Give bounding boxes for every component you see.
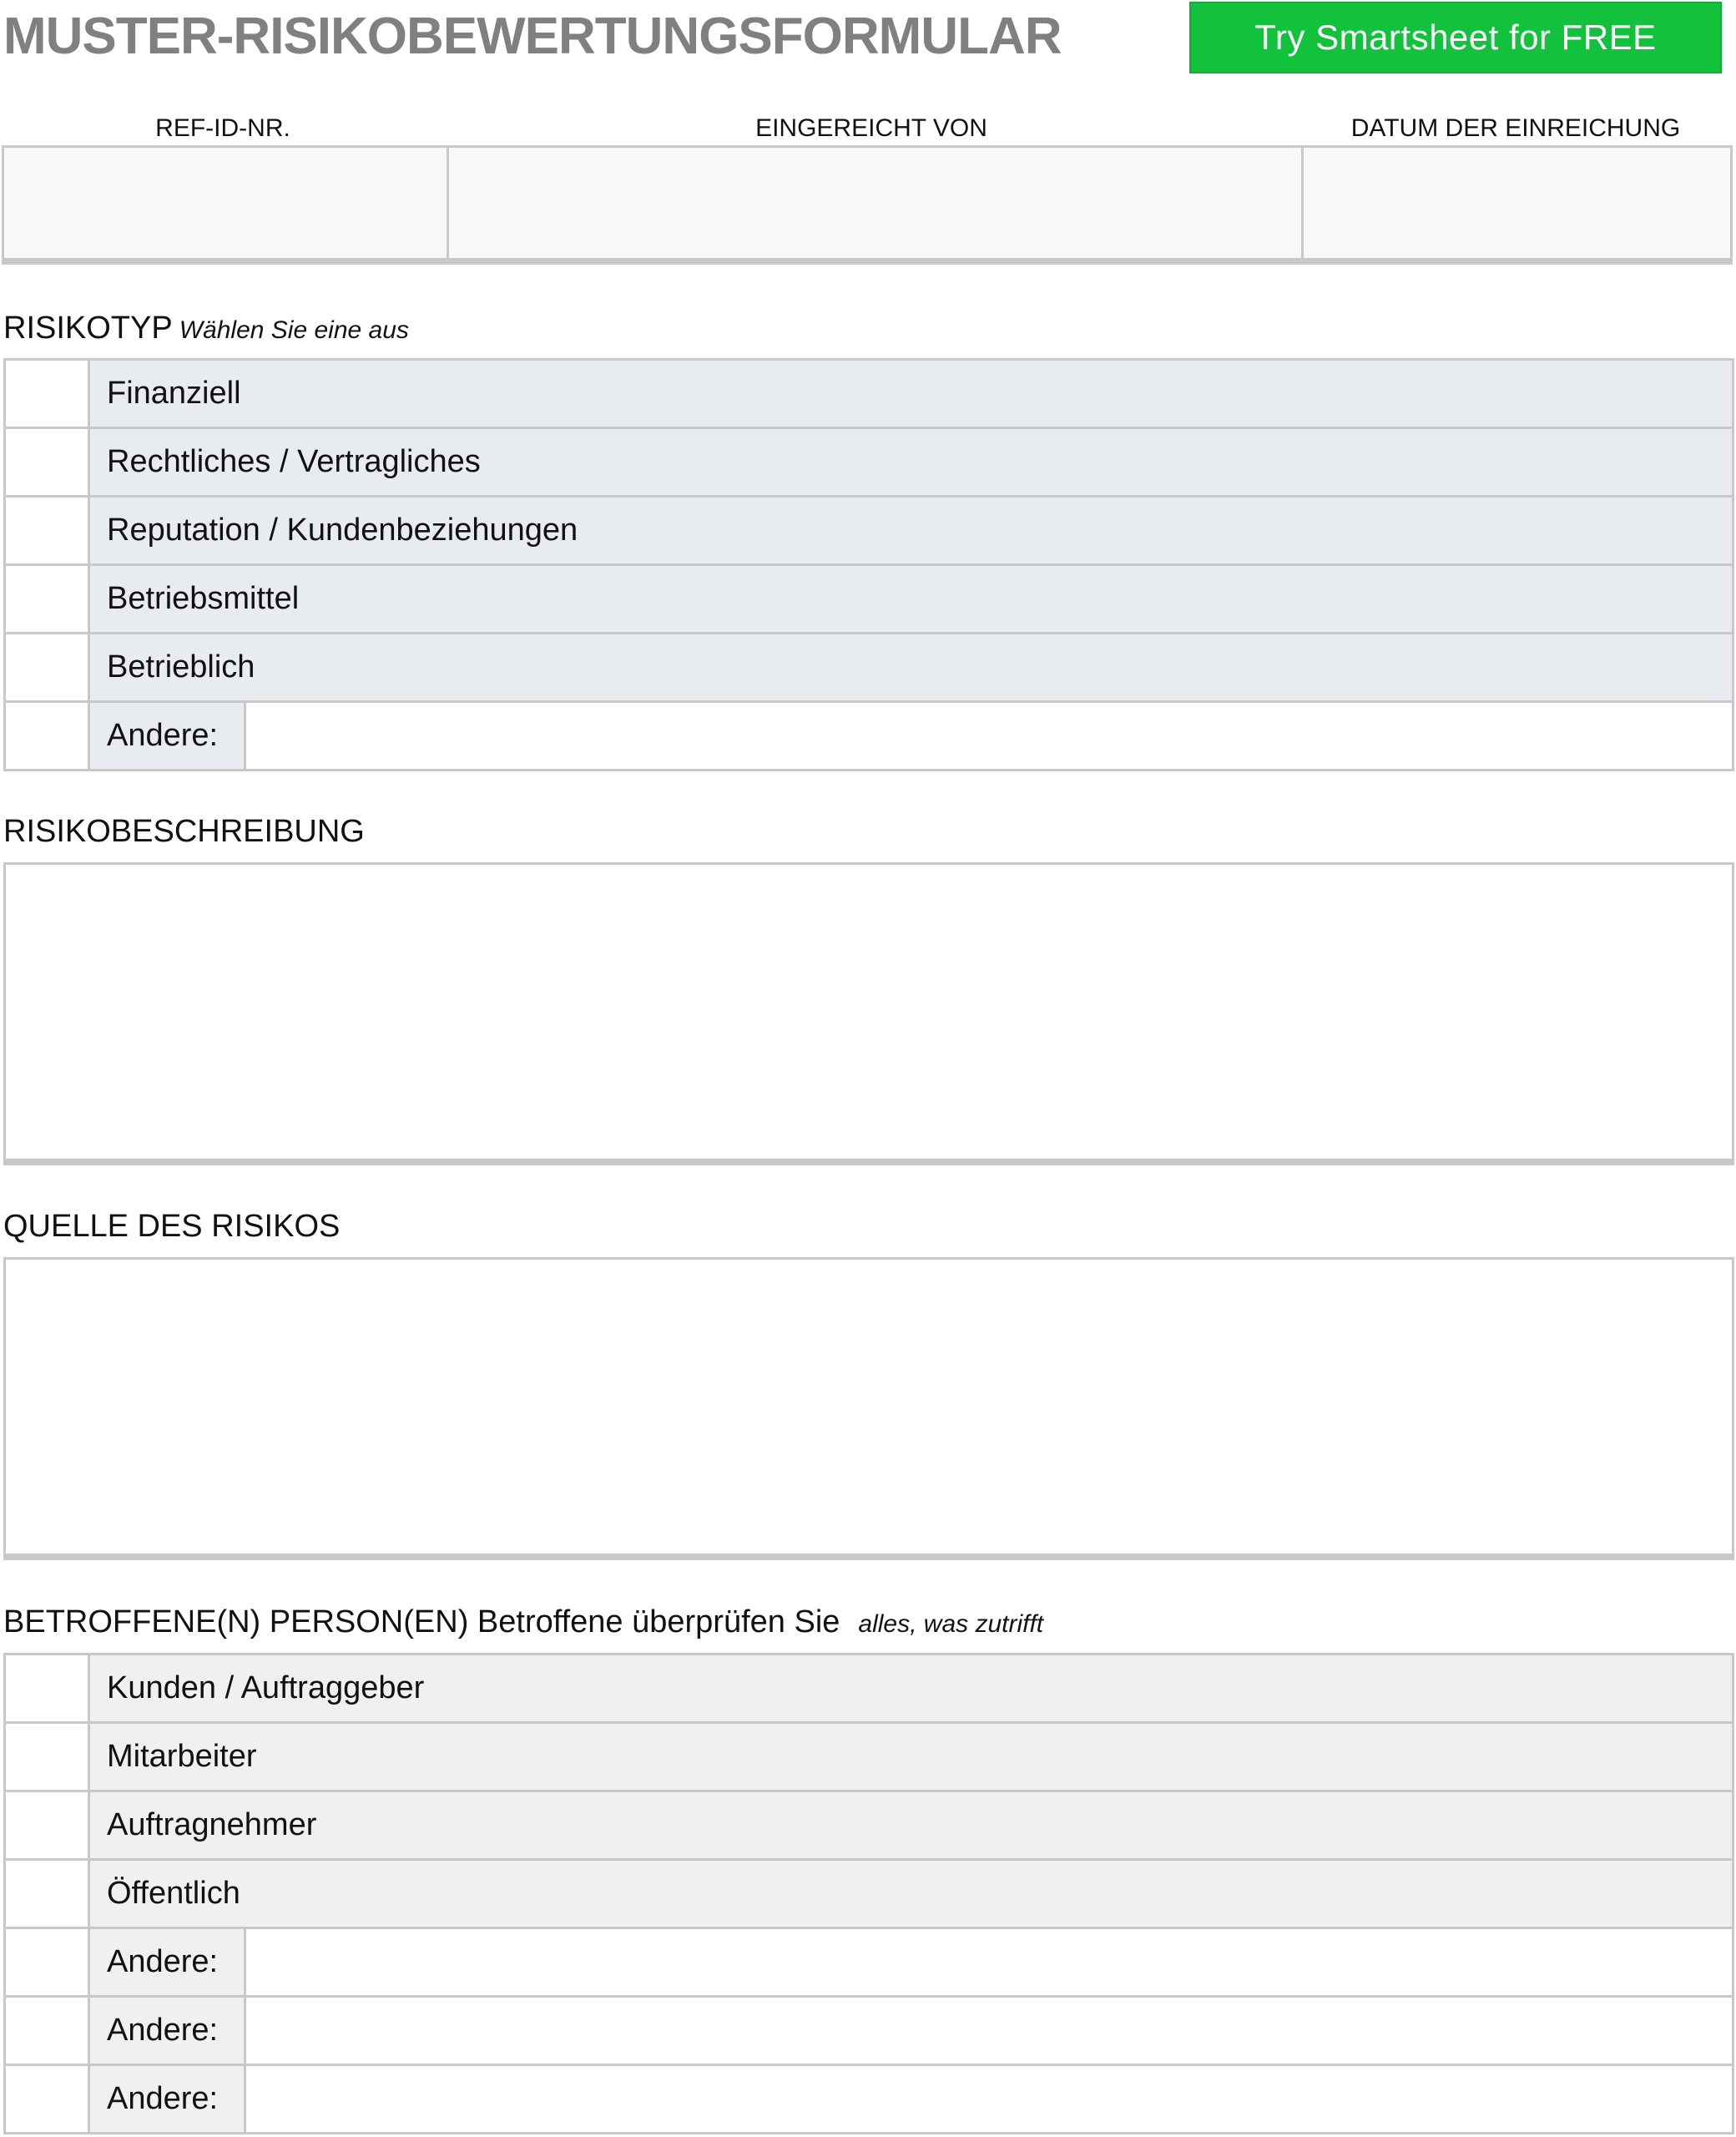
list-item xyxy=(6,1655,1732,1724)
risk-type-checkbox[interactable] xyxy=(6,498,90,563)
affected-persons-heading xyxy=(3,1604,1043,1640)
risk-type-option-label: Betriebsmittel xyxy=(90,566,1732,632)
risk-type-title: RISIKOTYP xyxy=(3,311,173,346)
list-item xyxy=(6,2066,1732,2134)
affected-person-checkbox[interactable] xyxy=(6,2066,90,2132)
submission-date-field[interactable] xyxy=(1301,148,1730,258)
try-smartsheet-button[interactable]: Try Smartsheet for FREE xyxy=(1189,2,1722,73)
affected-persons-hint: alles, was zutrifft xyxy=(858,1610,1044,1638)
affected-person-checkbox[interactable] xyxy=(6,1861,90,1927)
meta-labels xyxy=(2,112,1733,145)
risk-type-other-label: Andere: xyxy=(90,703,246,769)
list-item xyxy=(6,1724,1732,1792)
affected-person-other-label: Andere: xyxy=(90,2066,246,2132)
submitted-by-label: EINGEREICHT VON xyxy=(755,114,987,142)
list-item xyxy=(6,498,1732,566)
ref-id-label: REF-ID-NR. xyxy=(155,114,290,142)
affected-person-other-input[interactable] xyxy=(246,1929,1732,1995)
affected-person-other-input[interactable] xyxy=(246,1998,1732,2064)
risk-type-checkbox[interactable] xyxy=(6,429,90,495)
meta-fields xyxy=(2,145,1733,265)
affected-person-checkbox[interactable] xyxy=(6,1724,90,1790)
risk-type-checkbox[interactable] xyxy=(6,361,90,427)
affected-person-checkbox[interactable] xyxy=(6,1792,90,1858)
risk-type-hint: Wählen Sie eine aus xyxy=(179,316,409,344)
risk-type-checkbox[interactable] xyxy=(6,566,90,632)
list-item xyxy=(6,703,1732,771)
risk-source-heading: QUELLE DES RISIKOS xyxy=(3,1209,341,1244)
page-title: MUSTER-RISIKOBEWERTUNGSFORMULAR xyxy=(3,8,1062,65)
risk-type-option-label: Reputation / Kundenbeziehungen xyxy=(90,498,1732,563)
affected-person-checkbox[interactable] xyxy=(6,1655,90,1721)
risk-type-checkbox[interactable] xyxy=(6,703,90,769)
affected-person-checkbox[interactable] xyxy=(6,1998,90,2064)
affected-person-other-input[interactable] xyxy=(246,2066,1732,2132)
list-item xyxy=(6,1929,1732,1998)
risk-type-checkbox[interactable] xyxy=(6,634,90,700)
list-item xyxy=(6,429,1732,498)
affected-person-other-label: Andere: xyxy=(90,1998,246,2064)
affected-persons-title: BETROFFENE(N) PERSON(EN) Betroffene überprüfen Sie xyxy=(3,1604,840,1639)
risk-type-option-label: Rechtliches / Vertragliches xyxy=(90,429,1732,495)
risk-type-heading xyxy=(3,311,409,346)
affected-person-option-label: Öffentlich xyxy=(90,1861,1732,1927)
list-item xyxy=(6,1861,1732,1929)
risk-description-textarea[interactable] xyxy=(3,862,1734,1165)
submission-date-label: DATUM DER EINREICHUNG xyxy=(1350,114,1681,142)
risk-type-option-label: Betrieblich xyxy=(90,634,1732,700)
submitted-by-field[interactable] xyxy=(447,148,1301,258)
risk-description-heading: RISIKOBESCHREIBUNG xyxy=(3,814,365,849)
list-item xyxy=(6,361,1732,429)
list-item xyxy=(6,566,1732,634)
risk-type-other-input[interactable] xyxy=(246,703,1732,769)
affected-person-other-label: Andere: xyxy=(90,1929,246,1995)
risk-type-option-label: Finanziell xyxy=(90,361,1732,427)
affected-person-option-label: Auftragnehmer xyxy=(90,1792,1732,1858)
affected-person-checkbox[interactable] xyxy=(6,1929,90,1995)
list-item xyxy=(6,634,1732,703)
risk-type-list xyxy=(3,358,1734,771)
affected-persons-list xyxy=(3,1653,1734,2134)
ref-id-field[interactable] xyxy=(4,148,447,258)
list-item xyxy=(6,1792,1732,1861)
affected-person-option-label: Mitarbeiter xyxy=(90,1724,1732,1790)
affected-person-option-label: Kunden / Auftraggeber xyxy=(90,1655,1732,1721)
list-item xyxy=(6,1998,1732,2066)
risk-source-textarea[interactable] xyxy=(3,1257,1734,1560)
